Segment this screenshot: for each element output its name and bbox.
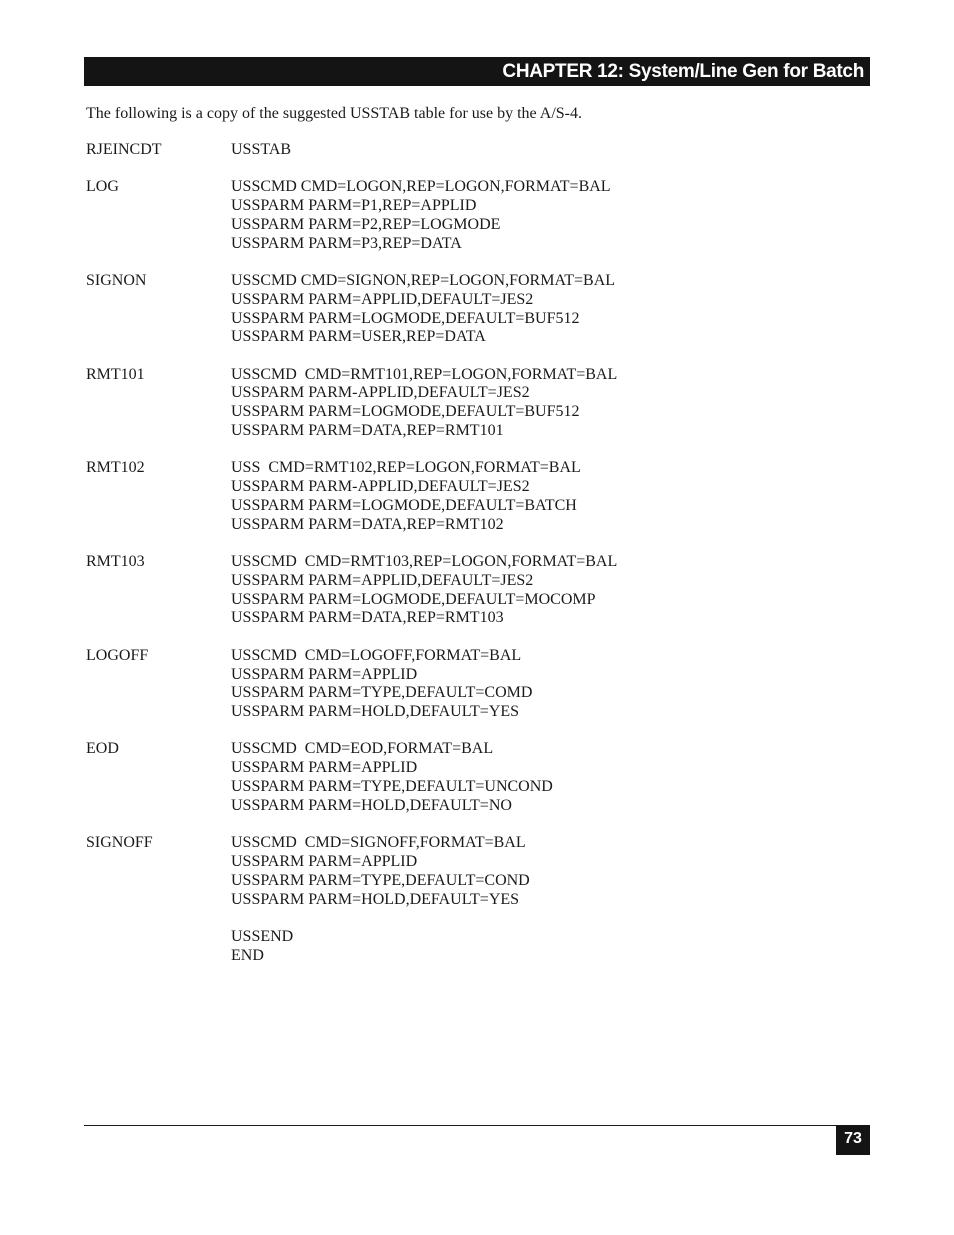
statement-line: USSPARM PARM=TYPE,DEFAULT=COMD (231, 684, 533, 702)
entry-statements (231, 553, 786, 628)
entry-label: SIGNOFF (86, 834, 153, 852)
statement-line: USSPARM PARM-APPLID,DEFAULT=JES2 (231, 478, 530, 496)
statement-line: USSPARM PARM=DATA,REP=RMT101 (231, 422, 504, 440)
entry-label: SIGNON (86, 271, 147, 289)
entry-statements (231, 272, 786, 347)
entry-statements (231, 928, 786, 966)
statement-line: USSCMD CMD=RMT101,REP=LOGON,FORMAT=BAL (231, 365, 618, 383)
statement-line: END (231, 946, 264, 964)
statement-line: USSPARM PARM=APPLID (231, 852, 418, 870)
entry-statements (231, 740, 786, 815)
statement-line: USSPARM PARM=LOGMODE,DEFAULT=BUF512 (231, 403, 580, 421)
statement-line: USSPARM PARM=APPLID (231, 665, 418, 683)
statement-line: USSPARM PARM=P3,REP=DATA (231, 234, 462, 252)
statement-line: USSPARM PARM=LOGMODE,DEFAULT=BATCH (231, 496, 577, 514)
entry-statements (231, 459, 786, 534)
statement-line: USS CMD=RMT102,REP=LOGON,FORMAT=BAL (231, 459, 581, 477)
usstab-entry (86, 740, 786, 815)
statement-line: USSPARM PARM=HOLD,DEFAULT=NO (231, 796, 512, 814)
usstab-entry (86, 553, 786, 628)
entry-statements (231, 647, 786, 722)
entry-statements (231, 141, 786, 160)
statement-line: USSPARM PARM=APPLID,DEFAULT=JES2 (231, 290, 534, 308)
entry-label: RMT102 (86, 459, 145, 477)
intro-paragraph: The following is a copy of the suggested USSTAB table for use by the A/S-4. (86, 105, 582, 122)
statement-line: USSCMD CMD=SIGNOFF,FORMAT=BAL (231, 834, 526, 852)
entry-label: LOG (86, 178, 119, 196)
statement-line: USSPARM PARM=APPLID (231, 759, 418, 777)
chapter-title: CHAPTER 12: System/Line Gen for Batch (502, 61, 864, 82)
statement-line: USSPARM PARM=LOGMODE,DEFAULT=MOCOMP (231, 590, 596, 608)
statement-line: USSCMD CMD=SIGNON,REP=LOGON,FORMAT=BAL (231, 271, 616, 289)
statement-line: USSPARM PARM=HOLD,DEFAULT=YES (231, 703, 520, 721)
entry-label: RJEINCDT (86, 141, 162, 158)
entry-label: EOD (86, 740, 119, 758)
footer-divider (84, 1125, 870, 1126)
entry-statements (231, 178, 786, 253)
statement-line: USSPARM PARM=TYPE,DEFAULT=COND (231, 871, 530, 889)
usstab-entry (86, 178, 786, 253)
statement-line: USSTAB (231, 141, 292, 158)
statement-line: USSPARM PARM=P2,REP=LOGMODE (231, 215, 501, 233)
usstab-entry (86, 141, 786, 160)
page-number-box (836, 1125, 870, 1155)
usstab-entry (86, 928, 786, 966)
usstab-listing (86, 141, 786, 984)
statement-line: USSPARM PARM=DATA,REP=RMT102 (231, 515, 504, 533)
page-number: 73 (844, 1130, 862, 1147)
statement-line: USSCMD CMD=LOGON,REP=LOGON,FORMAT=BAL (231, 178, 611, 196)
entry-label: LOGOFF (86, 646, 149, 664)
entry-statements (231, 366, 786, 441)
entry-label: RMT101 (86, 365, 145, 383)
statement-line: USSPARM PARM=TYPE,DEFAULT=UNCOND (231, 778, 553, 796)
statement-line: USSPARM PARM=DATA,REP=RMT103 (231, 609, 504, 627)
usstab-entry (86, 272, 786, 347)
statement-line: USSPARM PARM=APPLID,DEFAULT=JES2 (231, 571, 534, 589)
statement-line: USSPARM PARM=HOLD,DEFAULT=YES (231, 890, 520, 908)
entry-label: RMT103 (86, 553, 145, 571)
statement-line: USSPARM PARM=LOGMODE,DEFAULT=BUF512 (231, 309, 580, 327)
statement-line: USSPARM PARM-APPLID,DEFAULT=JES2 (231, 384, 530, 402)
chapter-header-bar (84, 57, 870, 86)
statement-line: USSPARM PARM=USER,REP=DATA (231, 328, 486, 346)
statement-line: USSCMD CMD=EOD,FORMAT=BAL (231, 740, 494, 758)
statement-line: USSPARM PARM=P1,REP=APPLID (231, 197, 477, 215)
statement-line: USSEND (231, 927, 294, 945)
usstab-entry (86, 834, 786, 909)
usstab-entry (86, 647, 786, 722)
statement-line: USSCMD CMD=RMT103,REP=LOGON,FORMAT=BAL (231, 553, 618, 571)
usstab-entry (86, 459, 786, 534)
statement-line: USSCMD CMD=LOGOFF,FORMAT=BAL (231, 646, 522, 664)
entry-statements (231, 834, 786, 909)
usstab-entry (86, 366, 786, 441)
